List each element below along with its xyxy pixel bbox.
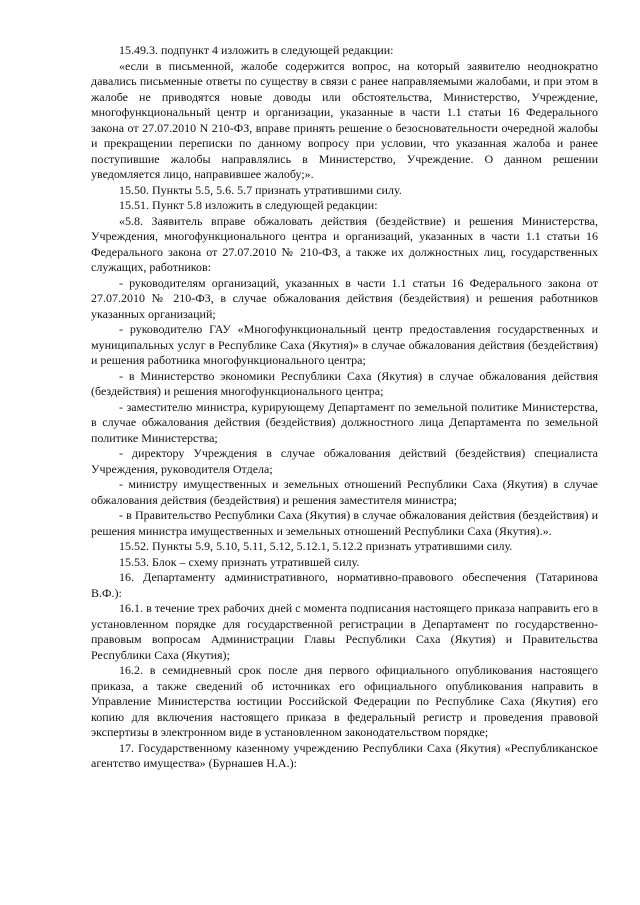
paragraph-15-50: 15.50. Пункты 5.5, 5.6. 5.7 признать утратившими силу. bbox=[119, 182, 402, 197]
paragraph-16-2: 16.2. в семидневный срок после дня первого официального опубликования настоящего приказа, а также сведений об источниках его официального опубликования направить в Управление Министерства юстиции Российской Федерации по Республике Саха (Якутия) его копию для включения настоящего приказа в федеральный регистр и проведения правовой экспертизы в электронном виде в установленном законодательством порядке; bbox=[91, 663, 598, 739]
list-item-deputy-minister: - заместителю министра, курирующему Департамент по земельной политике Министерства, в случае обжалования действия (бездействия) должностного лица Департамента по земельной политике Министерства; bbox=[91, 399, 598, 445]
paragraph-15-53: 15.53. Блок – схему признать утратившей силу. bbox=[119, 554, 360, 569]
list-item-ministry-economy: - в Министерство экономики Республики Саха (Якутия) в случае обжалования действия (бездействия) и решения многофункционального центра; bbox=[91, 368, 598, 398]
list-item-gau-head: - руководителю ГАУ «Многофункциональный центр предоставления государственных и муниципальных услуг в Республике Саха (Якутия)» в случае обжалования действия (бездействия) и решения работника многофункционального центра; bbox=[91, 322, 598, 367]
paragraph-15-52: 15.52. Пункты 5.9, 5.10, 5.11, 5.12, 5.12.1, 5.12.2 признать утратившими силу. bbox=[119, 539, 513, 553]
list-item-government: - в Правительство Республики Саха (Якутия) в случае обжалования действия (бездействия) и решения министра имущественных и земельных отношений Республики Саха (Якутия).». bbox=[91, 508, 598, 538]
paragraph-quoted-complaint: «если в письменной, жалобе содержится вопрос, на который заявителю неоднократно давались письменные ответы по существу в связи с ранее направляемыми жалобами, и при этом в жалобе не приводятся новые доводы или обстоятельства, Министерство, Учреждение, многофункциональный центр и организации, указанные в части 1.1 статьи 16 Федерального закона от 27.07.2010 N 210-ФЗ, вправе принять решение о безосновательности очередной жалобы и прекращении переписки по данному вопросу при условии, что указанная жалоба и ранее поступившие жалобы направлялись в Министерство, Учреждение. О данном решении уведомляется лицо, направившее жалобу;». bbox=[91, 58, 598, 181]
paragraph-16: 16. Департаменту административного, нормативно-правового обеспечения (Татаринова В.Ф.): bbox=[91, 570, 598, 600]
document-page bbox=[91, 43, 598, 772]
list-item-organization-heads: - руководителям организаций, указанных в части 1.1 статьи 16 Федерального закона от 27.07.2010 № 210-ФЗ, в случае обжалования действия (бездействия) и решения работников указанных организаций; bbox=[91, 275, 598, 321]
paragraph-16-1: 16.1. в течение трех рабочих дней с момента подписания настоящего приказа направить его в установленном порядке для государственной регистрации в Департамент по государственно-правовым вопросам Администрации Главы Республики Саха (Якутия) и Правительства Республики Саха (Якутия); bbox=[91, 601, 598, 662]
paragraph-15-49-3: 15.49.3. подпункт 4 изложить в следующей редакции: bbox=[119, 43, 394, 57]
paragraph-17: 17. Государственному казенному учреждению Республики Саха (Якутия) «Республиканское агентство имущества» (Бурнашев Н.А.): bbox=[91, 740, 598, 770]
paragraph-5-8: «5.8. Заявитель вправе обжаловать действия (бездействие) и решения Министерства, Учреждения, многофункционального центра и организаций, указанных в части 1.1 статьи 16 Федерального закона от 27.07.2010 № 210-ФЗ, а также их должностных лиц, государственных служащих, работников: bbox=[91, 213, 598, 274]
list-item-minister: - министру имущественных и земельных отношений Республики Саха (Якутия) в случае обжалования действия (бездействия) и решения заместителя министра; bbox=[91, 477, 598, 507]
paragraph-15-51: 15.51. Пункт 5.8 изложить в следующей редакции: bbox=[119, 198, 378, 212]
list-item-director: - директору Учреждения в случае обжалования действий (бездействия) специалиста Учреждения, руководителя Отдела; bbox=[91, 446, 598, 476]
